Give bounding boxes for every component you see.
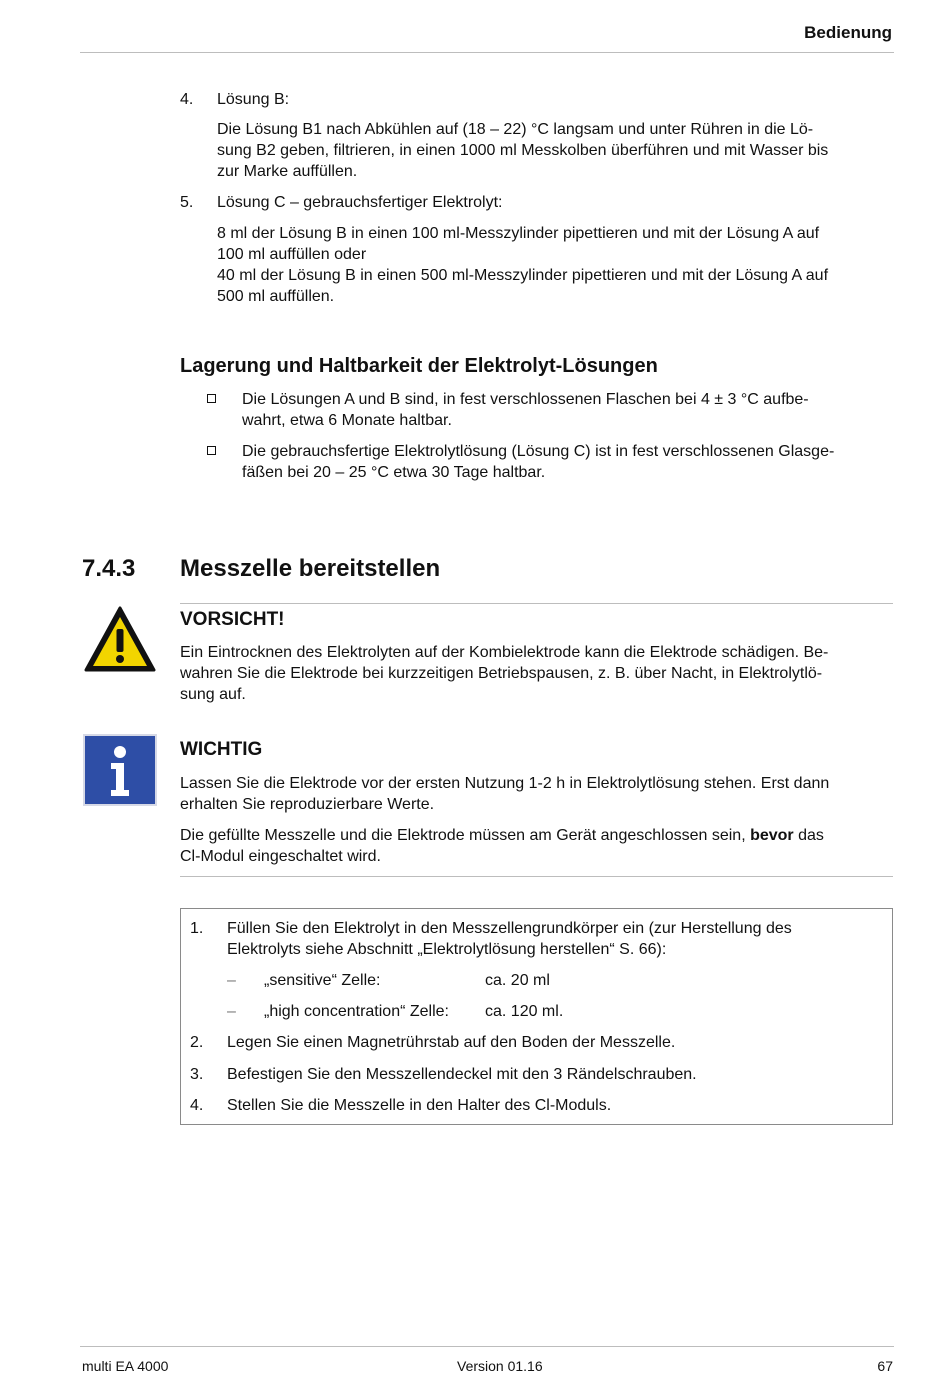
text-line: wahren Sie die Elektrode bei kurzzeitigen Betriebspausen, z. B. über Nacht, in Elektrolytlö- — [180, 665, 823, 682]
step-text: Stellen Sie die Messzelle in den Halter des Cl-Moduls. — [227, 1097, 612, 1114]
text-line: Lassen Sie die Elektrode vor der ersten Nutzung 1-2 h in Elektrolytlösung stehen. Erst dann — [180, 775, 830, 792]
checkbox-bullet-icon — [207, 446, 216, 455]
text-line: fäßen bei 20 – 25 °C etwa 30 Tage haltbar. — [242, 464, 546, 481]
text-line: Die gebrauchsfertige Elektrolytlösung (Lösung C) ist in fest verschlossenen Glasge- — [242, 443, 835, 460]
text-line: Füllen Sie den Elektrolyt in den Messzellengrundkörper ein (zur Herstellung des — [227, 920, 792, 937]
section-number: 7.4.3 — [82, 555, 136, 582]
sub-item-label: „sensitive“ Zelle: — [264, 972, 381, 989]
warning-triangle-icon — [83, 605, 157, 673]
bullet-item — [242, 441, 892, 483]
text-line: 100 ml auffüllen oder — [217, 246, 367, 263]
section-title: Messzelle bereitstellen — [180, 555, 441, 582]
step-text — [227, 918, 887, 960]
text-span: das — [793, 827, 824, 844]
section-rule — [180, 603, 893, 604]
text-line — [180, 825, 895, 846]
footer-rule — [80, 1346, 894, 1347]
step-text: Legen Sie einen Magnetrührstab auf den Boden der Messzelle. — [227, 1034, 676, 1051]
text-line: wahrt, etwa 6 Monate haltbar. — [242, 412, 452, 429]
text-line: Die Lösungen A und B sind, in fest verschlossenen Flaschen bei 4 ± 3 °C aufbe- — [242, 391, 809, 408]
header-rule — [80, 52, 894, 53]
text-line: sung auf. — [180, 686, 246, 703]
text-line: 40 ml der Lösung B in einen 500 ml-Messzylinder pipettieren und mit der Lösung A auf — [217, 267, 829, 284]
caution-text — [180, 642, 895, 705]
important-label: WICHTIG — [180, 739, 263, 760]
sub-item-value: ca. 120 ml. — [485, 1003, 564, 1020]
step-number: 4. — [190, 1097, 204, 1114]
list-item-title: Lösung C – gebrauchsfertiger Elektrolyt: — [217, 194, 503, 211]
sub-item-label: „high concentration“ Zelle: — [264, 1003, 449, 1020]
text-line: Elektrolyts siehe Abschnitt „Elektrolytlösung herstellen“ S. 66): — [227, 941, 667, 958]
text-line: 8 ml der Lösung B in einen 100 ml-Messzylinder pipettieren und mit der Lösung A auf — [217, 225, 820, 242]
sub-item-value: ca. 20 ml — [485, 972, 550, 989]
text-line: 500 ml auffüllen. — [217, 288, 335, 305]
list-item-number: 5. — [180, 194, 194, 211]
text-span: Die gefüllte Messzelle und die Elektrode müssen am Gerät angeschlossen sein, — [180, 827, 751, 844]
notice-rule — [180, 876, 893, 877]
running-header: Bedienung — [804, 23, 892, 42]
step-number: 2. — [190, 1034, 204, 1051]
step-text: Befestigen Sie den Messzellendeckel mit den 3 Rändelschrauben. — [227, 1066, 697, 1083]
text-line: sung B2 geben, filtrieren, in einen 1000 ml Messkolben überführen und mit Wasser bis — [217, 142, 829, 159]
text-line: Ein Eintrocknen des Elektrolyten auf der Kombielektrode kann die Elektrode schädigen. Be- — [180, 644, 829, 661]
footer-product: multi EA 4000 — [82, 1358, 169, 1374]
step-number: 3. — [190, 1066, 204, 1083]
text-line: erhalten Sie reproduzierbare Werte. — [180, 796, 435, 813]
text-line: Cl-Modul eingeschaltet wird. — [180, 848, 381, 865]
important-paragraph — [180, 773, 895, 815]
page-number: 67 — [877, 1358, 893, 1374]
step-number: 1. — [190, 920, 204, 937]
sub-item-dash: – — [227, 1003, 236, 1020]
list-item-number: 4. — [180, 91, 194, 108]
list-item-title: Lösung B: — [217, 91, 290, 108]
emphasis-text: bevor — [750, 827, 794, 844]
subsection-heading: Lagerung und Haltbarkeit der Elektrolyt-Lösungen — [180, 355, 658, 377]
list-item-body — [217, 223, 897, 307]
bullet-item — [242, 389, 892, 431]
list-item-body — [217, 119, 897, 182]
text-line: Die Lösung B1 nach Abkühlen auf (18 – 22) °C langsam und unter Rühren in die Lö- — [217, 121, 814, 138]
important-paragraph — [180, 825, 895, 867]
text-line: zur Marke auffüllen. — [217, 163, 358, 180]
caution-label: VORSICHT! — [180, 609, 285, 630]
checkbox-bullet-icon — [207, 394, 216, 403]
footer-version: Version 01.16 — [457, 1358, 543, 1374]
info-icon — [83, 734, 157, 806]
sub-item-dash: – — [227, 972, 236, 989]
